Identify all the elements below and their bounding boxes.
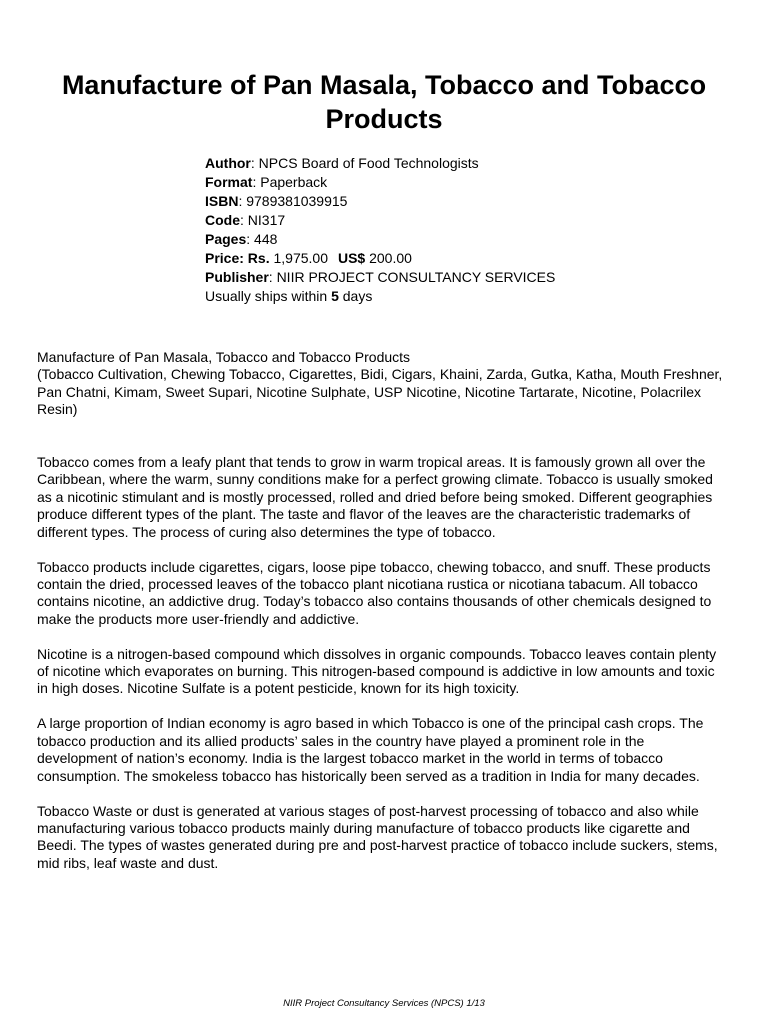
price-usd-label: US$	[337, 250, 366, 266]
author-value: : NPCS Board of Food Technologists	[250, 155, 479, 171]
code-row	[205, 211, 555, 230]
publisher-row	[205, 268, 555, 287]
publisher-value: : NIIR PROJECT CONSULTANCY SERVICES	[268, 269, 556, 285]
page-footer: NIIR Project Consultancy Services (NPCS) 1/13	[283, 998, 485, 1009]
book-metadata	[205, 154, 555, 306]
shipping-suffix: days	[338, 288, 373, 304]
shipping-days: 5	[331, 288, 339, 304]
subtitle-line: Manufacture of Pan Masala, Tobacco and Tobacco Products	[37, 349, 411, 365]
format-value: : Paperback	[252, 174, 328, 190]
pages-value: : 448	[246, 231, 278, 247]
isbn-row	[205, 192, 555, 211]
price-usd-value: 200.00	[365, 250, 412, 266]
price-row	[205, 249, 555, 268]
code-value: : NI317	[240, 212, 286, 228]
isbn-value: : 9789381039915	[238, 193, 348, 209]
author-row	[205, 154, 555, 173]
paragraph: Tobacco products include cigarettes, cigars, loose pipe tobacco, chewing tobacco, and snuff. These products contain the dried, processed leaves of the tobacco plant nicotiana rustica or nicotiana tabacum. All tobacco contains nicotine, an addictive drug. Today’s tobacco also contains thousands of other chemicals designed to make the products more user-friendly and addictive.	[37, 558, 712, 627]
body-text	[37, 454, 727, 890]
page-title: Manufacture of Pan Masala, Tobacco and Tobacco Products	[61, 70, 707, 134]
publisher-label: Publisher	[205, 269, 269, 285]
format-label: Format	[205, 174, 253, 190]
shipping-prefix: Usually ships within	[205, 288, 332, 304]
author-label: Author	[205, 155, 251, 171]
paragraph: Nicotine is a nitrogen-based compound which dissolves in organic compounds. Tobacco leaves contain plenty of nicotine which evaporates on burning. This nitrogen-based compound is addictive in low amounts and toxic in high doses. Nicotine Sulfate is a potent pesticide, known for its high toxicity.	[37, 645, 717, 697]
pages-row	[205, 230, 555, 249]
isbn-label: ISBN	[205, 193, 239, 209]
price-label: Price: Rs.	[205, 250, 270, 266]
paragraph: A large proportion of Indian economy is agro based in which Tobacco is one of the principal cash crops. The tobacco production and its allied products’ sales in the country have played a prominent role in the development of nation’s economy. India is the largest tobacco market in the world in terms of tobacco consumption. The smokeless tobacco has historically been served as a tradition in India for many decades.	[37, 715, 704, 784]
paragraph: Tobacco Waste or dust is generated at various stages of post-harvest processing of tobacco and also while manufacturing various tobacco products mainly during manufacture of tobacco products like cigarette and Beedi. The types of wastes generated during pre and post-harvest practice of tobacco include suckers, stems, mid ribs, leaf waste and dust.	[37, 802, 718, 871]
format-row	[205, 173, 555, 192]
subtitle-block	[37, 349, 727, 419]
price-rs-value: 1,975.00	[269, 250, 328, 266]
code-label: Code	[205, 212, 240, 228]
shipping-row	[205, 287, 555, 306]
paragraph: Tobacco comes from a leafy plant that tends to grow in warm tropical areas. It is famously grown all over the Caribbean, where the warm, sunny conditions make for a perfect growing climate. Tobacco is usually smoked as a nicotinic stimulant and is mostly processed, rolled and dried before being smoked. Different geographies produce different types of the plant. The taste and flavor of the leaves are the characteristic trademarks of different types. The process of curing also determines the type of tobacco.	[37, 454, 713, 540]
subtitle-keywords: (Tobacco Cultivation, Chewing Tobacco, Cigarettes, Bidi, Cigars, Khaini, Zarda, Gutka, Katha, Mouth Freshner, Pan Chatni, Kimam, Sweet Supari, Nicotine Sulphate, USP Nicotine, Nicotine Tartarate, Nicotine, Polacrilex Resin)	[37, 366, 723, 418]
pages-label: Pages	[205, 231, 247, 247]
